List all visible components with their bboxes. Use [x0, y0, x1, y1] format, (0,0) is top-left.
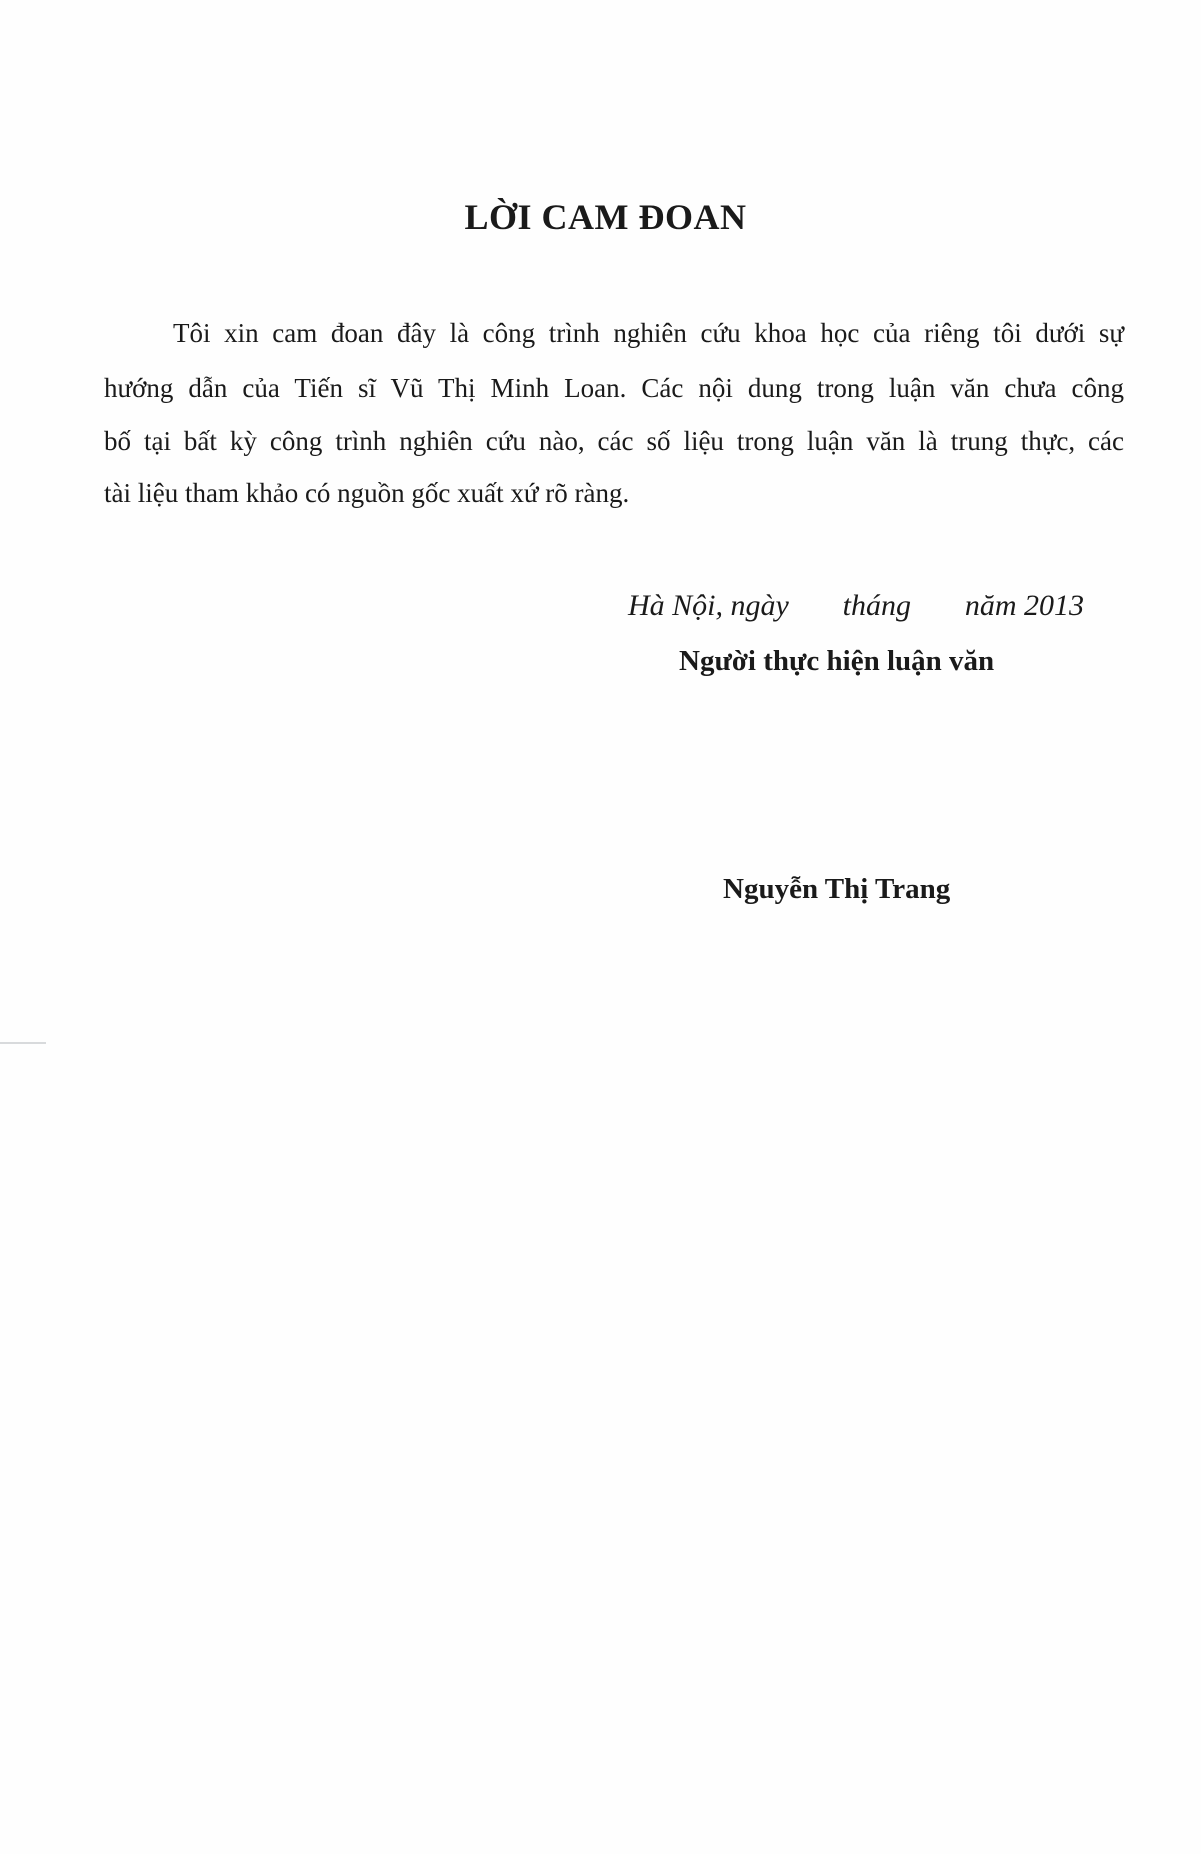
date-place-day: Hà Nội, ngày — [628, 589, 789, 622]
scan-artifact — [0, 1042, 46, 1044]
signer-role: Người thực hiện luận văn — [679, 645, 995, 677]
date-year: năm 2013 — [964, 589, 1084, 622]
paragraph-line-4: tài liệu tham khảo có nguồn gốc xuất xứ rõ ràng. — [104, 478, 630, 508]
date-line — [628, 589, 1084, 623]
paragraph-line-1: Tôi xin cam đoan đây là công trình nghiên cứu khoa học của riêng tôi dưới sự — [173, 318, 1124, 348]
signer-name: Nguyễn Thị Trang — [723, 873, 951, 905]
paragraph-line-3: bố tại bất kỳ công trình nghiên cứu nào, các số liệu trong luận văn là trung thực, các — [104, 426, 1124, 456]
paragraph-line-2: hướng dẫn của Tiến sĩ Vũ Thị Minh Loan. Các nội dung trong luận văn chưa công — [104, 373, 1124, 403]
page-title: LỜI CAM ĐOAN — [464, 197, 747, 237]
date-month: tháng — [842, 589, 911, 622]
